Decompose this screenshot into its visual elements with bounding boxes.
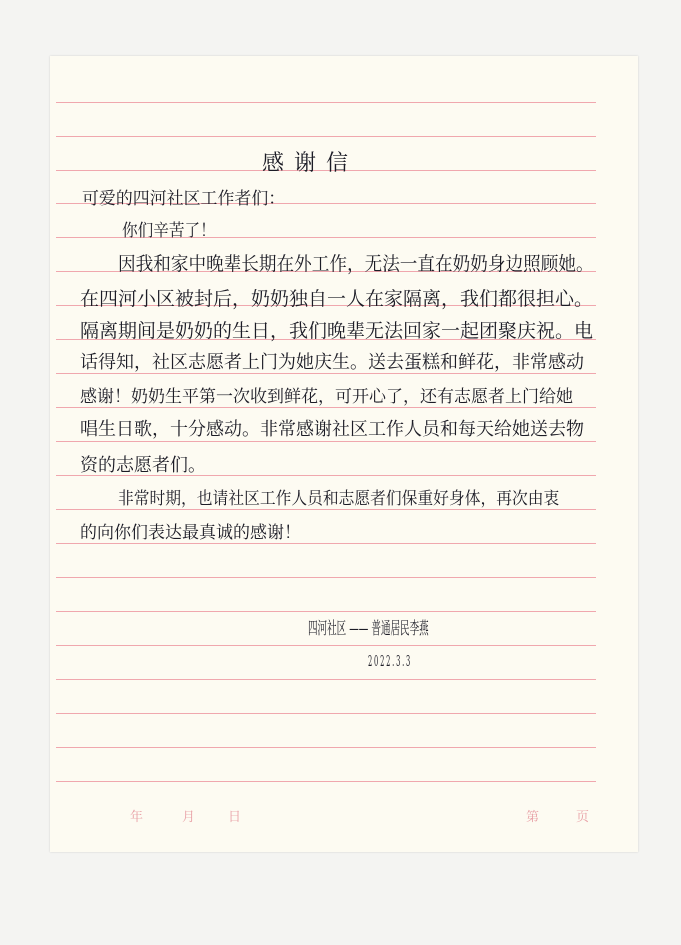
rule-line (56, 781, 596, 782)
rule-line (56, 543, 596, 544)
rule-line (56, 441, 596, 442)
letter-line: 感谢！奶奶生平第一次收到鲜花，可开心了，还有志愿者上门给她 (80, 387, 573, 407)
rule-line (56, 713, 596, 714)
rule-line (56, 747, 596, 748)
footer-month: 月 (182, 810, 196, 825)
letter-line: 在四河小区被封后，奶奶独自一人在家隔离，我们都很担心。 (80, 288, 594, 310)
letter-line: 的向你们表达最真诚的感谢！ (80, 523, 301, 543)
rule-line (56, 577, 596, 578)
letter-line: 因我和家中晚辈长期在外工作，无法一直在奶奶身边照顾她。 (118, 253, 594, 275)
rule-line (56, 509, 596, 510)
letter-line: 非常时期，也请社区工作人员和志愿者们保重好身体，再次由衷 (118, 489, 560, 509)
footer-day: 日 (228, 810, 242, 825)
rule-line (56, 611, 596, 612)
rule-line (56, 407, 596, 408)
footer-page-prefix: 第 (526, 810, 540, 825)
letter-line: 隔离期间是奶奶的生日，我们晚辈无法回家一起团聚庆祝。电 (80, 320, 594, 342)
letter-line: 你们辛苦了！ (122, 221, 216, 241)
letter-line: 资的志愿者们。 (80, 455, 206, 476)
salutation: 可爱的四河社区工作者们： (82, 189, 286, 209)
letter-line: 唱生日歌，十分感动。非常感谢社区工作人员和每天给她送去物 (80, 419, 584, 440)
letter-line: 话得知，社区志愿者上门为她庆生。送去蛋糕和鲜花，非常感动 (80, 352, 584, 373)
rule-line (56, 136, 596, 137)
letter-date: 2022.3.3 (368, 652, 413, 670)
footer-page-suffix: 页 (576, 810, 590, 825)
footer-year: 年 (130, 810, 144, 825)
rule-line (56, 645, 596, 646)
rule-line (56, 679, 596, 680)
signature: 四河社区 —— 普通居民李燕 (308, 619, 429, 639)
letter-title: 感谢信 (262, 151, 359, 176)
rule-line (56, 102, 596, 103)
